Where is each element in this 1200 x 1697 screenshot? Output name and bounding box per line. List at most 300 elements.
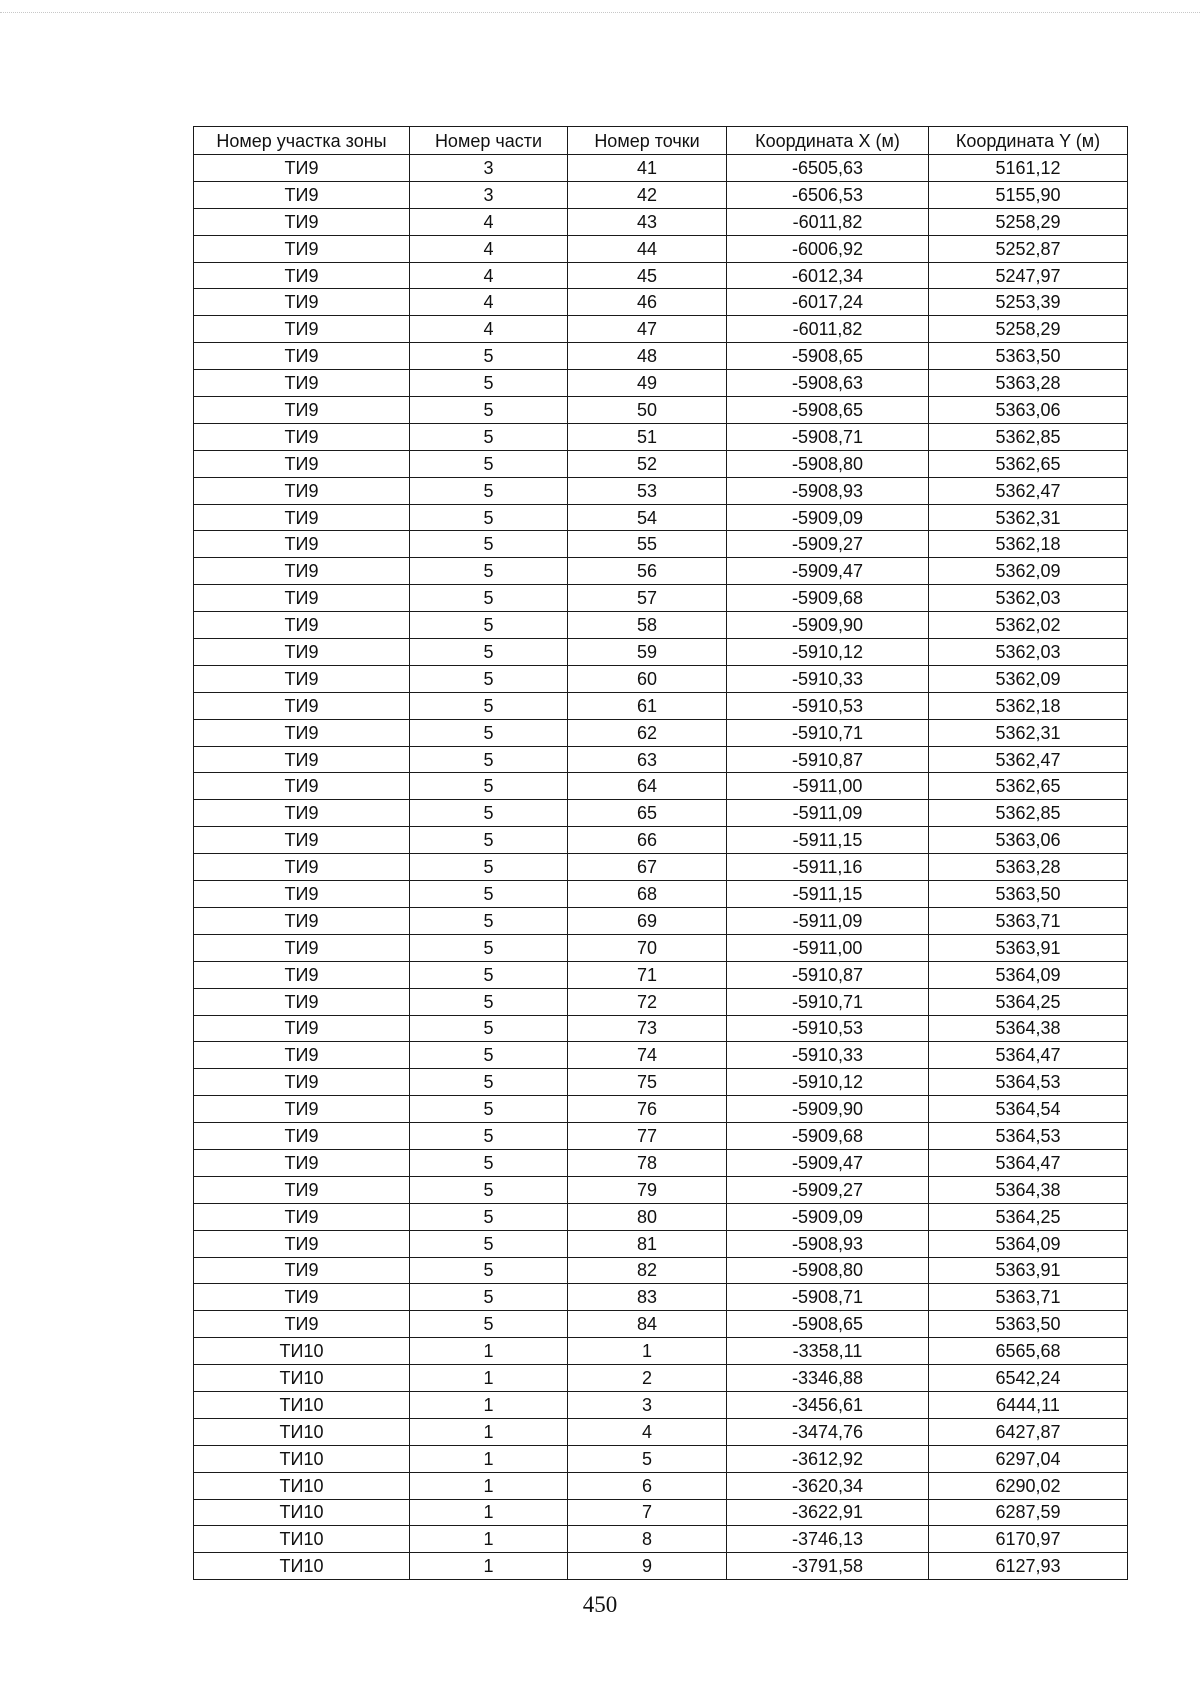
table-row <box>194 343 1128 370</box>
cell-coordinate-x: -5910,12 <box>727 639 929 666</box>
cell-coordinate-y: 5363,50 <box>929 1311 1128 1338</box>
table-row <box>194 881 1128 908</box>
cell-coordinate-x: -5910,53 <box>727 692 929 719</box>
table-row <box>194 1096 1128 1123</box>
cell-part-number: 5 <box>410 961 568 988</box>
cell-coordinate-x: -5908,93 <box>727 1230 929 1257</box>
cell-part-number: 1 <box>410 1445 568 1472</box>
table-row <box>194 1203 1128 1230</box>
cell-part-number: 1 <box>410 1338 568 1365</box>
cell-coordinate-y: 6565,68 <box>929 1338 1128 1365</box>
cell-zone-section: ТИ9 <box>194 1257 410 1284</box>
cell-coordinate-y: 5253,39 <box>929 289 1128 316</box>
cell-point-number: 48 <box>568 343 727 370</box>
cell-coordinate-x: -6505,63 <box>727 155 929 182</box>
cell-coordinate-x: -5909,09 <box>727 504 929 531</box>
table-row <box>194 1365 1128 1392</box>
cell-point-number: 73 <box>568 1015 727 1042</box>
cell-zone-section: ТИ9 <box>194 1284 410 1311</box>
cell-point-number: 61 <box>568 692 727 719</box>
cell-coordinate-y: 5362,47 <box>929 746 1128 773</box>
cell-part-number: 5 <box>410 854 568 881</box>
cell-coordinate-x: -5911,15 <box>727 827 929 854</box>
table-body <box>194 155 1128 1580</box>
table-row <box>194 397 1128 424</box>
cell-zone-section: ТИ9 <box>194 1149 410 1176</box>
cell-part-number: 4 <box>410 289 568 316</box>
cell-point-number: 3 <box>568 1391 727 1418</box>
table-row <box>194 208 1128 235</box>
cell-zone-section: ТИ9 <box>194 665 410 692</box>
cell-coordinate-y: 5363,28 <box>929 854 1128 881</box>
cell-point-number: 76 <box>568 1096 727 1123</box>
cell-coordinate-x: -5911,09 <box>727 800 929 827</box>
cell-coordinate-x: -5909,90 <box>727 612 929 639</box>
cell-point-number: 78 <box>568 1149 727 1176</box>
cell-zone-section: ТИ10 <box>194 1338 410 1365</box>
cell-point-number: 9 <box>568 1553 727 1580</box>
table-row <box>194 1069 1128 1096</box>
cell-coordinate-y: 5252,87 <box>929 235 1128 262</box>
cell-coordinate-y: 5363,50 <box>929 881 1128 908</box>
cell-zone-section: ТИ9 <box>194 881 410 908</box>
cell-point-number: 82 <box>568 1257 727 1284</box>
cell-part-number: 5 <box>410 746 568 773</box>
cell-point-number: 66 <box>568 827 727 854</box>
cell-part-number: 5 <box>410 477 568 504</box>
cell-coordinate-x: -5911,00 <box>727 773 929 800</box>
cell-zone-section: ТИ9 <box>194 934 410 961</box>
cell-point-number: 67 <box>568 854 727 881</box>
cell-point-number: 62 <box>568 719 727 746</box>
cell-coordinate-x: -5910,33 <box>727 1042 929 1069</box>
header-point-number: Номер точки <box>568 127 727 155</box>
cell-coordinate-x: -6012,34 <box>727 262 929 289</box>
cell-point-number: 59 <box>568 639 727 666</box>
cell-coordinate-x: -5911,16 <box>727 854 929 881</box>
cell-coordinate-y: 5364,47 <box>929 1149 1128 1176</box>
cell-zone-section: ТИ9 <box>194 208 410 235</box>
coordinates-table <box>193 126 1128 1580</box>
cell-zone-section: ТИ9 <box>194 504 410 531</box>
cell-coordinate-y: 5362,85 <box>929 423 1128 450</box>
cell-zone-section: ТИ9 <box>194 746 410 773</box>
cell-coordinate-y: 5364,38 <box>929 1015 1128 1042</box>
cell-part-number: 5 <box>410 773 568 800</box>
cell-zone-section: ТИ9 <box>194 719 410 746</box>
cell-zone-section: ТИ9 <box>194 1096 410 1123</box>
cell-part-number: 5 <box>410 719 568 746</box>
cell-coordinate-x: -5909,27 <box>727 531 929 558</box>
cell-coordinate-y: 5363,91 <box>929 1257 1128 1284</box>
cell-part-number: 5 <box>410 934 568 961</box>
cell-zone-section: ТИ9 <box>194 450 410 477</box>
cell-coordinate-y: 5362,65 <box>929 450 1128 477</box>
cell-coordinate-x: -5910,87 <box>727 746 929 773</box>
cell-zone-section: ТИ10 <box>194 1499 410 1526</box>
cell-part-number: 5 <box>410 1284 568 1311</box>
table-row <box>194 1230 1128 1257</box>
table-row <box>194 1445 1128 1472</box>
cell-zone-section: ТИ9 <box>194 1015 410 1042</box>
cell-coordinate-x: -5908,65 <box>727 1311 929 1338</box>
table-header <box>194 127 1128 155</box>
table-row <box>194 1526 1128 1553</box>
cell-coordinate-x: -5909,09 <box>727 1203 929 1230</box>
cell-part-number: 1 <box>410 1499 568 1526</box>
cell-zone-section: ТИ9 <box>194 397 410 424</box>
cell-part-number: 5 <box>410 1149 568 1176</box>
cell-point-number: 7 <box>568 1499 727 1526</box>
cell-zone-section: ТИ9 <box>194 961 410 988</box>
cell-point-number: 43 <box>568 208 727 235</box>
cell-zone-section: ТИ9 <box>194 1230 410 1257</box>
cell-coordinate-y: 6297,04 <box>929 1445 1128 1472</box>
cell-zone-section: ТИ10 <box>194 1365 410 1392</box>
cell-zone-section: ТИ9 <box>194 316 410 343</box>
cell-coordinate-y: 6287,59 <box>929 1499 1128 1526</box>
cell-point-number: 53 <box>568 477 727 504</box>
cell-point-number: 2 <box>568 1365 727 1392</box>
cell-coordinate-y: 5362,18 <box>929 692 1128 719</box>
cell-part-number: 5 <box>410 907 568 934</box>
cell-coordinate-y: 5362,09 <box>929 665 1128 692</box>
cell-coordinate-y: 5364,54 <box>929 1096 1128 1123</box>
cell-part-number: 5 <box>410 800 568 827</box>
table-row <box>194 934 1128 961</box>
cell-coordinate-x: -5908,80 <box>727 450 929 477</box>
cell-zone-section: ТИ9 <box>194 289 410 316</box>
table-row <box>194 262 1128 289</box>
cell-part-number: 4 <box>410 235 568 262</box>
cell-part-number: 5 <box>410 504 568 531</box>
cell-coordinate-x: -5910,87 <box>727 961 929 988</box>
cell-coordinate-y: 5363,06 <box>929 397 1128 424</box>
table-row <box>194 1391 1128 1418</box>
cell-point-number: 74 <box>568 1042 727 1069</box>
cell-coordinate-y: 5363,71 <box>929 1284 1128 1311</box>
cell-point-number: 49 <box>568 370 727 397</box>
table-row <box>194 423 1128 450</box>
cell-part-number: 5 <box>410 1311 568 1338</box>
table-row <box>194 1338 1128 1365</box>
header-coordinate-y: Координата Y (м) <box>929 127 1128 155</box>
cell-point-number: 44 <box>568 235 727 262</box>
table-row <box>194 558 1128 585</box>
cell-coordinate-x: -5908,71 <box>727 1284 929 1311</box>
table-row <box>194 988 1128 1015</box>
cell-point-number: 47 <box>568 316 727 343</box>
cell-coordinate-x: -5910,53 <box>727 1015 929 1042</box>
cell-coordinate-y: 6444,11 <box>929 1391 1128 1418</box>
cell-point-number: 77 <box>568 1123 727 1150</box>
cell-point-number: 5 <box>568 1445 727 1472</box>
cell-zone-section: ТИ9 <box>194 1176 410 1203</box>
cell-point-number: 8 <box>568 1526 727 1553</box>
cell-coordinate-y: 5362,02 <box>929 612 1128 639</box>
cell-part-number: 1 <box>410 1365 568 1392</box>
cell-point-number: 56 <box>568 558 727 585</box>
header-zone-section: Номер участка зоны <box>194 127 410 155</box>
cell-coordinate-y: 6170,97 <box>929 1526 1128 1553</box>
cell-coordinate-x: -5910,12 <box>727 1069 929 1096</box>
table-row <box>194 1257 1128 1284</box>
cell-coordinate-x: -6017,24 <box>727 289 929 316</box>
cell-point-number: 70 <box>568 934 727 961</box>
cell-coordinate-y: 5362,18 <box>929 531 1128 558</box>
cell-coordinate-y: 6127,93 <box>929 1553 1128 1580</box>
table-row <box>194 1499 1128 1526</box>
cell-part-number: 3 <box>410 155 568 182</box>
cell-coordinate-y: 5364,25 <box>929 1203 1128 1230</box>
cell-part-number: 5 <box>410 692 568 719</box>
cell-point-number: 69 <box>568 907 727 934</box>
cell-part-number: 5 <box>410 343 568 370</box>
cell-zone-section: ТИ9 <box>194 181 410 208</box>
cell-coordinate-x: -5910,71 <box>727 719 929 746</box>
cell-zone-section: ТИ9 <box>194 235 410 262</box>
cell-coordinate-x: -5908,65 <box>727 397 929 424</box>
cell-zone-section: ТИ9 <box>194 988 410 1015</box>
cell-part-number: 5 <box>410 639 568 666</box>
cell-zone-section: ТИ9 <box>194 558 410 585</box>
cell-zone-section: ТИ10 <box>194 1553 410 1580</box>
cell-part-number: 1 <box>410 1472 568 1499</box>
cell-zone-section: ТИ9 <box>194 907 410 934</box>
cell-point-number: 79 <box>568 1176 727 1203</box>
cell-part-number: 4 <box>410 262 568 289</box>
cell-zone-section: ТИ9 <box>194 531 410 558</box>
cell-part-number: 5 <box>410 1069 568 1096</box>
table-row <box>194 854 1128 881</box>
cell-point-number: 83 <box>568 1284 727 1311</box>
table-row <box>194 1418 1128 1445</box>
cell-coordinate-y: 5363,71 <box>929 907 1128 934</box>
cell-coordinate-x: -3620,34 <box>727 1472 929 1499</box>
cell-point-number: 42 <box>568 181 727 208</box>
cell-coordinate-x: -3622,91 <box>727 1499 929 1526</box>
cell-part-number: 5 <box>410 1096 568 1123</box>
cell-point-number: 57 <box>568 585 727 612</box>
cell-zone-section: ТИ9 <box>194 370 410 397</box>
cell-coordinate-y: 5362,31 <box>929 719 1128 746</box>
cell-coordinate-y: 5364,53 <box>929 1123 1128 1150</box>
table-row <box>194 1284 1128 1311</box>
cell-coordinate-x: -6506,53 <box>727 181 929 208</box>
cell-zone-section: ТИ9 <box>194 1311 410 1338</box>
cell-part-number: 1 <box>410 1391 568 1418</box>
header-part-number: Номер части <box>410 127 568 155</box>
cell-point-number: 71 <box>568 961 727 988</box>
table-row <box>194 316 1128 343</box>
cell-coordinate-y: 5161,12 <box>929 155 1128 182</box>
cell-coordinate-x: -3456,61 <box>727 1391 929 1418</box>
table-row <box>194 1176 1128 1203</box>
table-row <box>194 827 1128 854</box>
cell-coordinate-y: 6427,87 <box>929 1418 1128 1445</box>
cell-zone-section: ТИ9 <box>194 585 410 612</box>
table-row <box>194 746 1128 773</box>
cell-point-number: 60 <box>568 665 727 692</box>
cell-point-number: 80 <box>568 1203 727 1230</box>
cell-zone-section: ТИ9 <box>194 1042 410 1069</box>
cell-coordinate-x: -5908,80 <box>727 1257 929 1284</box>
cell-point-number: 68 <box>568 881 727 908</box>
cell-coordinate-x: -5908,63 <box>727 370 929 397</box>
cell-point-number: 50 <box>568 397 727 424</box>
table-row <box>194 155 1128 182</box>
cell-coordinate-y: 5247,97 <box>929 262 1128 289</box>
cell-part-number: 3 <box>410 181 568 208</box>
table-row <box>194 1123 1128 1150</box>
table-row <box>194 719 1128 746</box>
cell-coordinate-y: 5363,50 <box>929 343 1128 370</box>
cell-part-number: 5 <box>410 1257 568 1284</box>
table-row <box>194 800 1128 827</box>
cell-part-number: 5 <box>410 585 568 612</box>
table-row <box>194 961 1128 988</box>
cell-zone-section: ТИ9 <box>194 423 410 450</box>
cell-part-number: 5 <box>410 531 568 558</box>
cell-point-number: 65 <box>568 800 727 827</box>
cell-part-number: 5 <box>410 450 568 477</box>
cell-coordinate-y: 5364,09 <box>929 961 1128 988</box>
cell-coordinate-x: -5909,68 <box>727 585 929 612</box>
cell-coordinate-y: 5362,03 <box>929 639 1128 666</box>
table-row <box>194 450 1128 477</box>
cell-point-number: 52 <box>568 450 727 477</box>
cell-coordinate-x: -5909,27 <box>727 1176 929 1203</box>
cell-part-number: 5 <box>410 988 568 1015</box>
cell-point-number: 75 <box>568 1069 727 1096</box>
header-row <box>194 127 1128 155</box>
table-row <box>194 370 1128 397</box>
cell-zone-section: ТИ9 <box>194 639 410 666</box>
cell-coordinate-x: -5911,15 <box>727 881 929 908</box>
cell-point-number: 72 <box>568 988 727 1015</box>
cell-zone-section: ТИ9 <box>194 612 410 639</box>
table-row <box>194 1472 1128 1499</box>
cell-coordinate-y: 6542,24 <box>929 1365 1128 1392</box>
cell-part-number: 5 <box>410 1176 568 1203</box>
cell-coordinate-x: -5910,71 <box>727 988 929 1015</box>
cell-part-number: 5 <box>410 665 568 692</box>
cell-zone-section: ТИ9 <box>194 1069 410 1096</box>
cell-coordinate-y: 5362,47 <box>929 477 1128 504</box>
cell-coordinate-y: 5363,28 <box>929 370 1128 397</box>
cell-coordinate-y: 5364,25 <box>929 988 1128 1015</box>
cell-zone-section: ТИ9 <box>194 1123 410 1150</box>
cell-zone-section: ТИ9 <box>194 155 410 182</box>
table-row <box>194 907 1128 934</box>
cell-coordinate-x: -5908,65 <box>727 343 929 370</box>
cell-coordinate-x: -3474,76 <box>727 1418 929 1445</box>
cell-point-number: 4 <box>568 1418 727 1445</box>
cell-part-number: 5 <box>410 881 568 908</box>
cell-coordinate-x: -3358,11 <box>727 1338 929 1365</box>
cell-point-number: 46 <box>568 289 727 316</box>
scan-top-edge <box>0 12 1200 13</box>
cell-coordinate-x: -3746,13 <box>727 1526 929 1553</box>
cell-coordinate-x: -5909,90 <box>727 1096 929 1123</box>
cell-coordinate-y: 5364,53 <box>929 1069 1128 1096</box>
cell-part-number: 1 <box>410 1418 568 1445</box>
table-row <box>194 477 1128 504</box>
cell-point-number: 1 <box>568 1338 727 1365</box>
cell-coordinate-x: -6006,92 <box>727 235 929 262</box>
cell-zone-section: ТИ10 <box>194 1526 410 1553</box>
cell-coordinate-x: -3346,88 <box>727 1365 929 1392</box>
cell-zone-section: ТИ10 <box>194 1445 410 1472</box>
cell-coordinate-y: 5362,03 <box>929 585 1128 612</box>
cell-point-number: 63 <box>568 746 727 773</box>
cell-part-number: 1 <box>410 1553 568 1580</box>
cell-coordinate-x: -5911,09 <box>727 907 929 934</box>
cell-coordinate-y: 5258,29 <box>929 316 1128 343</box>
cell-coordinate-x: -5909,47 <box>727 1149 929 1176</box>
cell-coordinate-y: 5362,31 <box>929 504 1128 531</box>
cell-part-number: 5 <box>410 612 568 639</box>
cell-zone-section: ТИ10 <box>194 1391 410 1418</box>
cell-coordinate-y: 5155,90 <box>929 181 1128 208</box>
cell-coordinate-y: 6290,02 <box>929 1472 1128 1499</box>
cell-zone-section: ТИ9 <box>194 854 410 881</box>
cell-coordinate-y: 5364,38 <box>929 1176 1128 1203</box>
cell-point-number: 84 <box>568 1311 727 1338</box>
cell-part-number: 4 <box>410 208 568 235</box>
cell-part-number: 5 <box>410 1123 568 1150</box>
cell-point-number: 64 <box>568 773 727 800</box>
cell-coordinate-x: -3791,58 <box>727 1553 929 1580</box>
cell-coordinate-y: 5363,91 <box>929 934 1128 961</box>
cell-part-number: 5 <box>410 1203 568 1230</box>
table-row <box>194 1042 1128 1069</box>
cell-part-number: 1 <box>410 1526 568 1553</box>
table-row <box>194 773 1128 800</box>
table-row <box>194 665 1128 692</box>
cell-point-number: 58 <box>568 612 727 639</box>
cell-point-number: 6 <box>568 1472 727 1499</box>
cell-coordinate-x: -5910,33 <box>727 665 929 692</box>
cell-coordinate-x: -5908,71 <box>727 423 929 450</box>
cell-part-number: 5 <box>410 397 568 424</box>
cell-coordinate-y: 5258,29 <box>929 208 1128 235</box>
cell-coordinate-x: -5908,93 <box>727 477 929 504</box>
table-row <box>194 235 1128 262</box>
cell-part-number: 4 <box>410 316 568 343</box>
cell-zone-section: ТИ9 <box>194 773 410 800</box>
cell-zone-section: ТИ10 <box>194 1472 410 1499</box>
cell-zone-section: ТИ9 <box>194 343 410 370</box>
cell-part-number: 5 <box>410 423 568 450</box>
cell-zone-section: ТИ10 <box>194 1418 410 1445</box>
cell-coordinate-y: 5363,06 <box>929 827 1128 854</box>
cell-coordinate-x: -5909,47 <box>727 558 929 585</box>
cell-point-number: 51 <box>568 423 727 450</box>
cell-point-number: 45 <box>568 262 727 289</box>
table-row <box>194 504 1128 531</box>
cell-coordinate-y: 5362,85 <box>929 800 1128 827</box>
cell-coordinate-y: 5364,47 <box>929 1042 1128 1069</box>
cell-part-number: 5 <box>410 558 568 585</box>
cell-part-number: 5 <box>410 1230 568 1257</box>
cell-coordinate-y: 5362,09 <box>929 558 1128 585</box>
cell-point-number: 41 <box>568 155 727 182</box>
table-row <box>194 1149 1128 1176</box>
cell-coordinate-x: -5909,68 <box>727 1123 929 1150</box>
table-row <box>194 531 1128 558</box>
page-number: 450 <box>582 1592 618 1617</box>
